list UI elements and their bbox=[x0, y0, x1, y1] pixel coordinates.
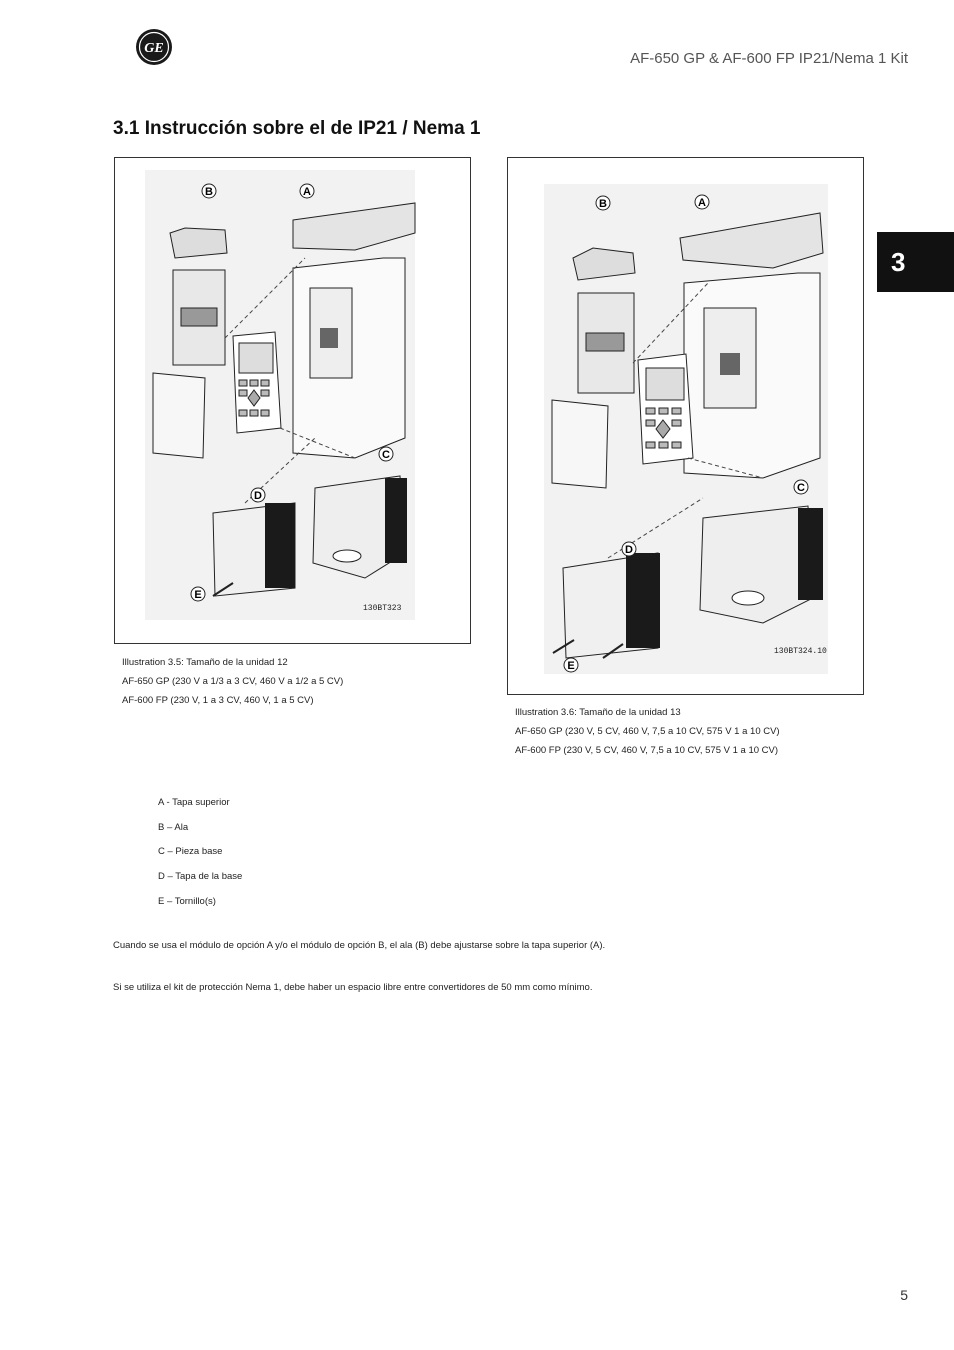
body-paragraph: Cuando se usa el módulo de opción A y/o el módulo de opción B, el ala (B) debe ajustarse sobre la tapa superior (A). bbox=[113, 940, 606, 951]
callout-a: A bbox=[303, 186, 311, 198]
figure-code: 130BT323 bbox=[363, 604, 402, 613]
figure-caption bbox=[515, 703, 780, 760]
figure-unit-13 bbox=[507, 157, 864, 695]
caption-line: AF-650 GP (230 V a 1/3 a 3 CV, 460 V a 1/2 a 5 CV) bbox=[122, 676, 344, 687]
parts-legend bbox=[158, 797, 242, 920]
caption-line: AF-600 FP (230 V, 5 CV, 460 V, 7,5 a 10 CV, 575 V 1 a 10 CV) bbox=[515, 745, 779, 756]
legend-item: E – Tornillo(s) bbox=[158, 895, 216, 907]
callout-a: A bbox=[698, 197, 706, 209]
callout-c: C bbox=[382, 449, 390, 461]
ge-logo bbox=[135, 28, 173, 66]
legend-item: A - Tapa superior bbox=[158, 797, 230, 808]
caption-title: Illustration 3.5: Tamaño de la unidad 12 bbox=[122, 657, 288, 668]
exploded-view-illustration bbox=[115, 158, 472, 645]
caption-title: Illustration 3.6: Tamaño de la unidad 13 bbox=[515, 707, 681, 718]
chapter-tab[interactable]: 3 bbox=[877, 232, 954, 292]
page-number: 5 bbox=[900, 1287, 908, 1303]
figure-unit-12 bbox=[114, 157, 471, 644]
body-paragraph: Si se utiliza el kit de protección Nema 1, debe haber un espacio libre entre convertidores de 50 mm como mínimo. bbox=[113, 982, 593, 993]
caption-line: AF-650 GP (230 V, 5 CV, 460 V, 7,5 a 10 CV, 575 V 1 a 10 CV) bbox=[515, 726, 780, 737]
callout-b: B bbox=[205, 186, 213, 198]
callout-e: E bbox=[194, 589, 202, 601]
figure-code: 130BT324.10 bbox=[774, 647, 827, 656]
callout-b: B bbox=[599, 198, 607, 210]
callout-d: D bbox=[254, 490, 262, 502]
svg-text:GE: GE bbox=[144, 41, 164, 56]
legend-item: B – Ala bbox=[158, 821, 189, 833]
callout-c: C bbox=[797, 482, 805, 494]
legend-item: C – Pieza base bbox=[158, 846, 223, 858]
legend-item: D – Tapa de la base bbox=[158, 871, 243, 883]
document-title: AF-650 GP & AF-600 FP IP21/Nema 1 Kit bbox=[630, 50, 908, 67]
exploded-view-illustration bbox=[508, 158, 865, 696]
callout-d: D bbox=[625, 544, 633, 556]
caption-line: AF-600 FP (230 V, 1 a 3 CV, 460 V, 1 a 5 CV) bbox=[122, 695, 314, 706]
section-heading: 3.1 Instrucción sobre el de IP21 / Nema 1 bbox=[113, 118, 481, 139]
figure-caption bbox=[122, 653, 343, 710]
callout-e: E bbox=[567, 660, 575, 672]
